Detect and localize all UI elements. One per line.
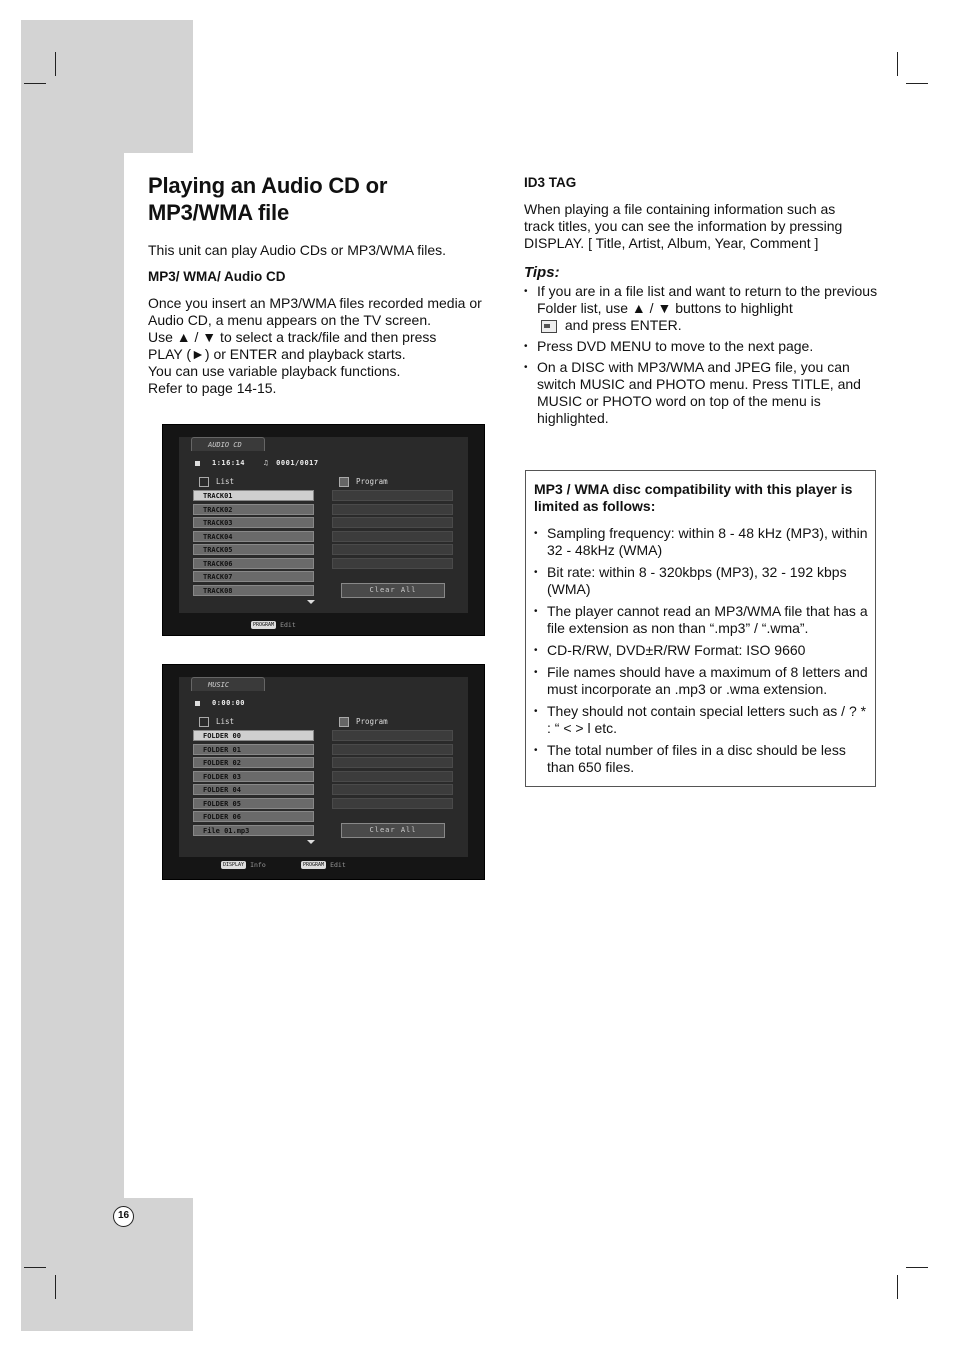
menu-tab: MUSIC — [191, 677, 265, 691]
program-label: Program — [356, 717, 388, 726]
page-title: Playing an Audio CD or MP3/WMA file — [148, 173, 388, 225]
compatibility-list — [534, 525, 870, 781]
list-label: List — [216, 717, 235, 726]
list-item[interactable]: TRACK07 — [193, 571, 314, 582]
list-item[interactable]: FOLDER 03 — [193, 771, 314, 782]
program-slot — [332, 517, 453, 528]
program-slot — [332, 784, 453, 795]
list-item[interactable]: TRACK05 — [193, 544, 314, 555]
program-slot — [332, 757, 453, 768]
crop-mark — [55, 52, 56, 76]
compatibility-title: MP3 / WMA disc compatibility with this player is limited as follows: — [534, 481, 853, 514]
list-item: • File names should have a maximum of 8 letters and must incorporate an .mp3 or .wma extension. — [534, 664, 870, 698]
program-slot — [332, 490, 453, 501]
tip-text: If you are in a file list and want to return to the previous Folder list, use ▲ / ▼ buttons to highlight — [537, 283, 878, 316]
body-line: When playing a file containing information such as — [524, 201, 836, 217]
program-header — [339, 717, 388, 727]
program-slot — [332, 531, 453, 542]
compatibility-box — [525, 470, 876, 787]
program-key-icon: PROGRAM — [253, 622, 275, 628]
margin-band-bottom — [21, 1198, 193, 1331]
clear-all-button[interactable]: Clear All — [341, 823, 445, 838]
time-readout: 1:16:14 — [212, 459, 246, 467]
list-item[interactable]: FOLDER 00 — [193, 730, 314, 741]
hint-edit — [301, 861, 346, 869]
list-item[interactable]: TRACK01 — [193, 490, 314, 501]
program-label: Program — [356, 477, 388, 486]
tips-list — [524, 283, 879, 431]
list-item[interactable]: File 01.mp3 — [193, 825, 314, 836]
note-icon: ♫ — [263, 459, 269, 467]
checkbox-icon — [339, 477, 349, 487]
menu-tab: AUDIO CD — [191, 437, 265, 451]
audio-cd-menu-screenshot — [162, 424, 485, 636]
body-line: track titles, you can see the information by pressing — [524, 218, 843, 234]
list-item: • On a DISC with MP3/WMA and JPEG file, you can switch MUSIC and PHOTO menu. Press TITLE, and MUSIC or PHOTO word on top of the menu is highlighted. — [524, 359, 879, 427]
list-item[interactable]: TRACK02 — [193, 504, 314, 515]
list-item: • Press DVD MENU to move to the next page. — [524, 338, 879, 355]
intro-text: This unit can play Audio CDs or MP3/WMA files. — [148, 242, 446, 258]
hint-text: Info — [250, 861, 266, 869]
display-key-icon: DISPLAY — [223, 862, 245, 868]
program-slot — [332, 730, 453, 741]
list-label: List — [216, 477, 235, 486]
checkbox-icon — [339, 717, 349, 727]
program-slot — [332, 558, 453, 569]
list-header — [199, 717, 234, 727]
list-icon — [199, 717, 209, 727]
music-menu-screenshot — [162, 664, 485, 880]
tip-text: and press ENTER. — [564, 317, 682, 333]
hint-text: Edit — [280, 621, 296, 629]
list-item[interactable]: FOLDER 06 — [193, 811, 314, 822]
parent-folder-icon — [541, 320, 557, 333]
crop-mark — [55, 1275, 56, 1299]
clear-all-button[interactable]: Clear All — [341, 583, 445, 598]
scroll-down-icon — [307, 600, 315, 604]
list-item: • They should not contain special letters such as / ? * : “ < > l etc. — [534, 703, 870, 737]
body-line: Refer to page 14-15. — [148, 380, 277, 396]
body-line: Once you insert an MP3/WMA files recorded media or — [148, 295, 482, 311]
list-header — [199, 477, 234, 487]
status-line — [195, 459, 319, 467]
list-icon — [199, 477, 209, 487]
time-readout: 0:00:00 — [212, 699, 246, 707]
hint-edit — [251, 621, 296, 629]
body-line: Audio CD, a menu appears on the TV screen. — [148, 312, 432, 328]
section-subhead: MP3/ WMA/ Audio CD — [148, 269, 286, 284]
page-number: 16 — [113, 1206, 134, 1227]
status-line — [195, 699, 245, 707]
list-item[interactable]: TRACK03 — [193, 517, 314, 528]
scroll-down-icon — [307, 840, 315, 844]
id3-heading: ID3 TAG — [524, 175, 577, 190]
track-list — [193, 490, 314, 598]
program-slot — [332, 544, 453, 555]
list-item[interactable]: TRACK04 — [193, 531, 314, 542]
crop-mark — [906, 1267, 928, 1268]
program-header — [339, 477, 388, 487]
tips-heading: Tips: — [524, 264, 560, 281]
stop-icon — [195, 701, 200, 706]
crop-mark — [24, 1267, 46, 1268]
body-paragraph — [148, 295, 508, 397]
body-line: PLAY (►) or ENTER and playback starts. — [148, 346, 406, 362]
list-item: • CD-R/RW, DVD±R/RW Format: ISO 9660 — [534, 642, 870, 659]
list-item: • The player cannot read an MP3/WMA file that has a file extension as non than “.mp3” / “.wma”. — [534, 603, 870, 637]
crop-mark — [897, 52, 898, 76]
crop-mark — [897, 1275, 898, 1299]
id3-paragraph — [524, 201, 884, 252]
list-item: • Sampling frequency: within 8 - 48 kHz (MP3), within 32 - 48kHz (WMA) — [534, 525, 870, 559]
program-key-icon: PROGRAM — [303, 862, 325, 868]
list-item[interactable]: TRACK06 — [193, 558, 314, 569]
list-item — [524, 283, 879, 334]
margin-band-side — [21, 153, 124, 1198]
stop-icon — [195, 461, 200, 466]
list-item: • The total number of files in a disc should be less than 650 files. — [534, 742, 870, 776]
margin-band-top — [21, 20, 193, 153]
crop-mark — [24, 83, 46, 84]
program-slot — [332, 798, 453, 809]
list-item: • Bit rate: within 8 - 320kbps (MP3), 32 - 192 kbps (WMA) — [534, 564, 870, 598]
program-slot — [332, 504, 453, 515]
program-slot — [332, 771, 453, 782]
list-item[interactable]: TRACK08 — [193, 585, 314, 596]
list-item[interactable]: FOLDER 02 — [193, 757, 314, 768]
file-list — [193, 730, 314, 838]
program-slot — [332, 744, 453, 755]
body-line: Use ▲ / ▼ to select a track/file and then press — [148, 329, 437, 345]
body-line: DISPLAY. [ Title, Artist, Album, Year, Comment ] — [524, 235, 819, 251]
hint-text: Edit — [330, 861, 346, 869]
crop-mark — [906, 83, 928, 84]
list-item[interactable]: FOLDER 01 — [193, 744, 314, 755]
list-item[interactable]: FOLDER 04 — [193, 784, 314, 795]
body-line: You can use variable playback functions. — [148, 363, 401, 379]
hint-info — [221, 861, 266, 869]
track-counter: 0001/0017 — [276, 459, 319, 467]
list-item[interactable]: FOLDER 05 — [193, 798, 314, 809]
